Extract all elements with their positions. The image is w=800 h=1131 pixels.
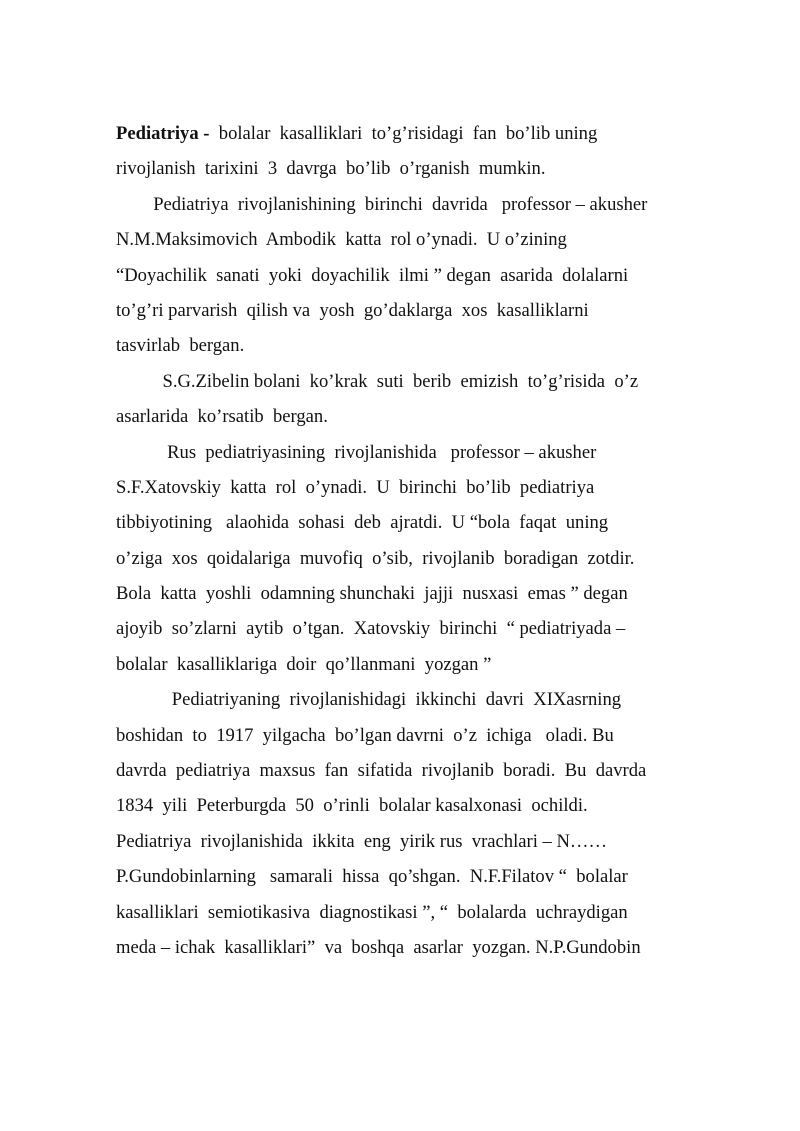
text-line: asarlarida ko’rsatib bergan. [116, 406, 328, 428]
term-heading: Pediatriya - [116, 123, 210, 144]
text-line: Bola katta yoshli odamning shunchaki jajji nusxasi emas ” degan [116, 583, 628, 605]
text-line: o’ziga xos qoidalariga muvofiq o’sib, rivojlanib boradigan zotdir. [116, 547, 635, 569]
text-line: kasalliklari semiotikasiva diagnostikasi ”, “ bolalarda uchraydigan [116, 901, 628, 923]
text-line: boshidan to 1917 yilgacha bo’lgan davrni o’z ichiga oladi. Bu [116, 724, 614, 746]
text-line: Pediatriya rivojlanishining birinchi davrida professor – akusher [116, 193, 648, 215]
text-line: N.M.Maksimovich Ambodik katta rol o’ynadi. U o’zining [116, 229, 567, 251]
text-line: Pediatriyaning rivojlanishidagi ikkinchi davri XIXasrning [116, 689, 622, 711]
text-line: Rus pediatriyasining rivojlanishida professor – akusher [116, 441, 597, 463]
text-line: bolalar kasalliklariga doir qo’llanmani yozgan ” [116, 653, 492, 675]
text-line: 1834 yili Peterburgda 50 o’rinli bolalar kasalxonasi ochildi. [116, 795, 588, 817]
text-line: davrda pediatriya maxsus fan sifatida rivojlanib boradi. Bu davrda [116, 760, 647, 782]
text-line: tasvirlab bergan. [116, 335, 245, 357]
text-line: “Doyachilik sanati yoki doyachilik ilmi ” degan asarida dolalarni [116, 264, 629, 286]
body-text [116, 116, 746, 965]
text-line: S.G.Zibelin bolani ko’krak suti berib emizish to’g’risida o’z [116, 370, 639, 392]
text-line: rivojlanish tarixini 3 davrga bo’lib o’rganish mumkin. [116, 158, 546, 180]
text-line: Pediatriya - bolalar kasalliklari to’g’risidagi fan bo’lib uning [116, 123, 598, 144]
text-line: to’g’ri parvarish qilish va yosh go’daklarga xos kasalliklarni [116, 299, 589, 321]
text-line: ajoyib so’zlarni aytib o’tgan. Xatovskiy birinchi “ pediatriyada – [116, 618, 626, 640]
text-line: tibbiyotining alaohida sohasi deb ajratdi. U “bola faqat uning [116, 512, 609, 534]
text-line: S.F.Xatovskiy katta rol o’ynadi. U birinchi bo’lib pediatriya [116, 476, 595, 498]
text-line: P.Gundobinlarning samarali hissa qo’shgan. N.F.Filatov “ bolalar [116, 866, 628, 888]
text-line: meda – ichak kasalliklari” va boshqa asarlar yozgan. N.P.Gundobin [116, 936, 641, 958]
text-line: Pediatriya rivojlanishida ikkita eng yirik rus vrachlari – N…… [116, 830, 608, 852]
